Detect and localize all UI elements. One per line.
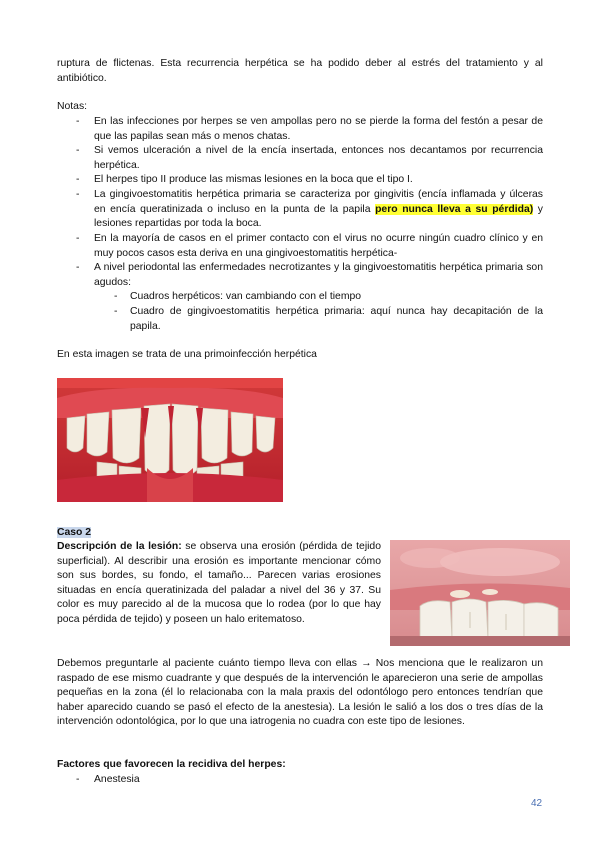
image-caption: En esta imagen se trata de una primoinfección herpética (57, 349, 317, 360)
bullet-dash: - (76, 174, 80, 185)
case-description (57, 540, 381, 627)
bullet-dash: - (76, 116, 80, 127)
note-item: En las infecciones por herpes se ven ampollas pero no se pierde la forma del festón a pesar de que las papilas sean más o menos chatas. (94, 116, 543, 142)
description-label: Descripción de la lesión: (57, 541, 182, 552)
note-item: El herpes tipo II produce las mismas lesiones en la boca que el tipo I. (94, 174, 413, 185)
gum-photo-drawing (57, 378, 283, 502)
factor-item: Anestesia (94, 774, 140, 785)
bullet-dash: - (76, 145, 80, 156)
note-text: La gingivoestomatitis herpética primaria se caracteriza por gingivitis (encía inflamada y úlceras en encía queratinizada o incluso en la punta de la papila (94, 189, 543, 215)
gum-photo-primoinfeccion (57, 378, 283, 502)
bullet-dash: - (114, 306, 118, 317)
note-item: A nivel periodontal las enfermedades necrotizantes y la gingivoestomatitis herpética primaria son agudos: (94, 262, 543, 288)
intro-paragraph: ruptura de flictenas. Esta recurrencia herpética se ha podido deber al estrés del tratamiento y al antibiótico. (57, 58, 543, 84)
gum-photo-drawing (390, 540, 570, 646)
note-item: En la mayoría de casos en el primer contacto con el virus no ocurre ningún cuadro clínico y en muy pocos casos esta deriva en una gingivoestomatitis herpética- (94, 233, 543, 259)
paragraph-anamnesis: Debemos preguntarle al paciente cuánto tiempo lleva con ellas → Nos menciona que le realizaron un raspado de ese mismo cuadrante y que después de la intervención le aparecieron una serie de ampollas pequeñas en la zona (él lo relacionaba con la mala praxis del odontólogo pero entonces tendrían que haber aparecido cuando se pasó el efecto de la anestesia). La lesión le salió a los dos o tres días de la intervención odontológica, por lo que una iatrogenia no cuadra con este tipo de lesiones. (57, 658, 543, 727)
bullet-dash: - (76, 262, 80, 273)
bullet-dash: - (76, 233, 80, 244)
highlighted-text: pero nunca lleva a su pérdida) (375, 203, 534, 215)
note-text: y lesiones repartidas por toda la boca. (94, 203, 543, 229)
bullet-dash: - (76, 774, 80, 785)
note-item: Si vemos ulceración a nivel de la encía insertada, entonces nos decantamos por recurrencia herpética. (94, 145, 543, 171)
bullet-dash: - (76, 189, 80, 200)
case-title (57, 526, 91, 541)
note-item-gingivoestomatitis (94, 188, 543, 232)
subnote-item: Cuadros herpéticos: van cambiando con el tiempo (130, 291, 362, 302)
bullet-dash: - (114, 291, 118, 302)
notes-heading: Notas: (57, 101, 88, 112)
factors-heading: Factores que favorecen la recidiva del herpes: (57, 759, 286, 770)
case-2-heading: Caso 2 (57, 527, 92, 538)
gum-photo-caso2 (390, 540, 570, 646)
page-number: 42 (531, 798, 543, 809)
description-text: se observa una erosión (pérdida de tejido superficial). Al describir una erosión es importante mencionar cómo son sus bordes, su fondo, el tamaño... Parecen varias erosiones situadas en encía queratinizada del paladar a nivel del 36 y 37. Su color es muy parecido al de la mucosa que lo rodea (por lo que hay poca pérdida de tejido) y poseen un halo eritematoso. (57, 541, 381, 625)
subnote-item: Cuadro de gingivoestomatitis herpética primaria: aquí nunca hay decapitación de la papila. (130, 306, 543, 332)
